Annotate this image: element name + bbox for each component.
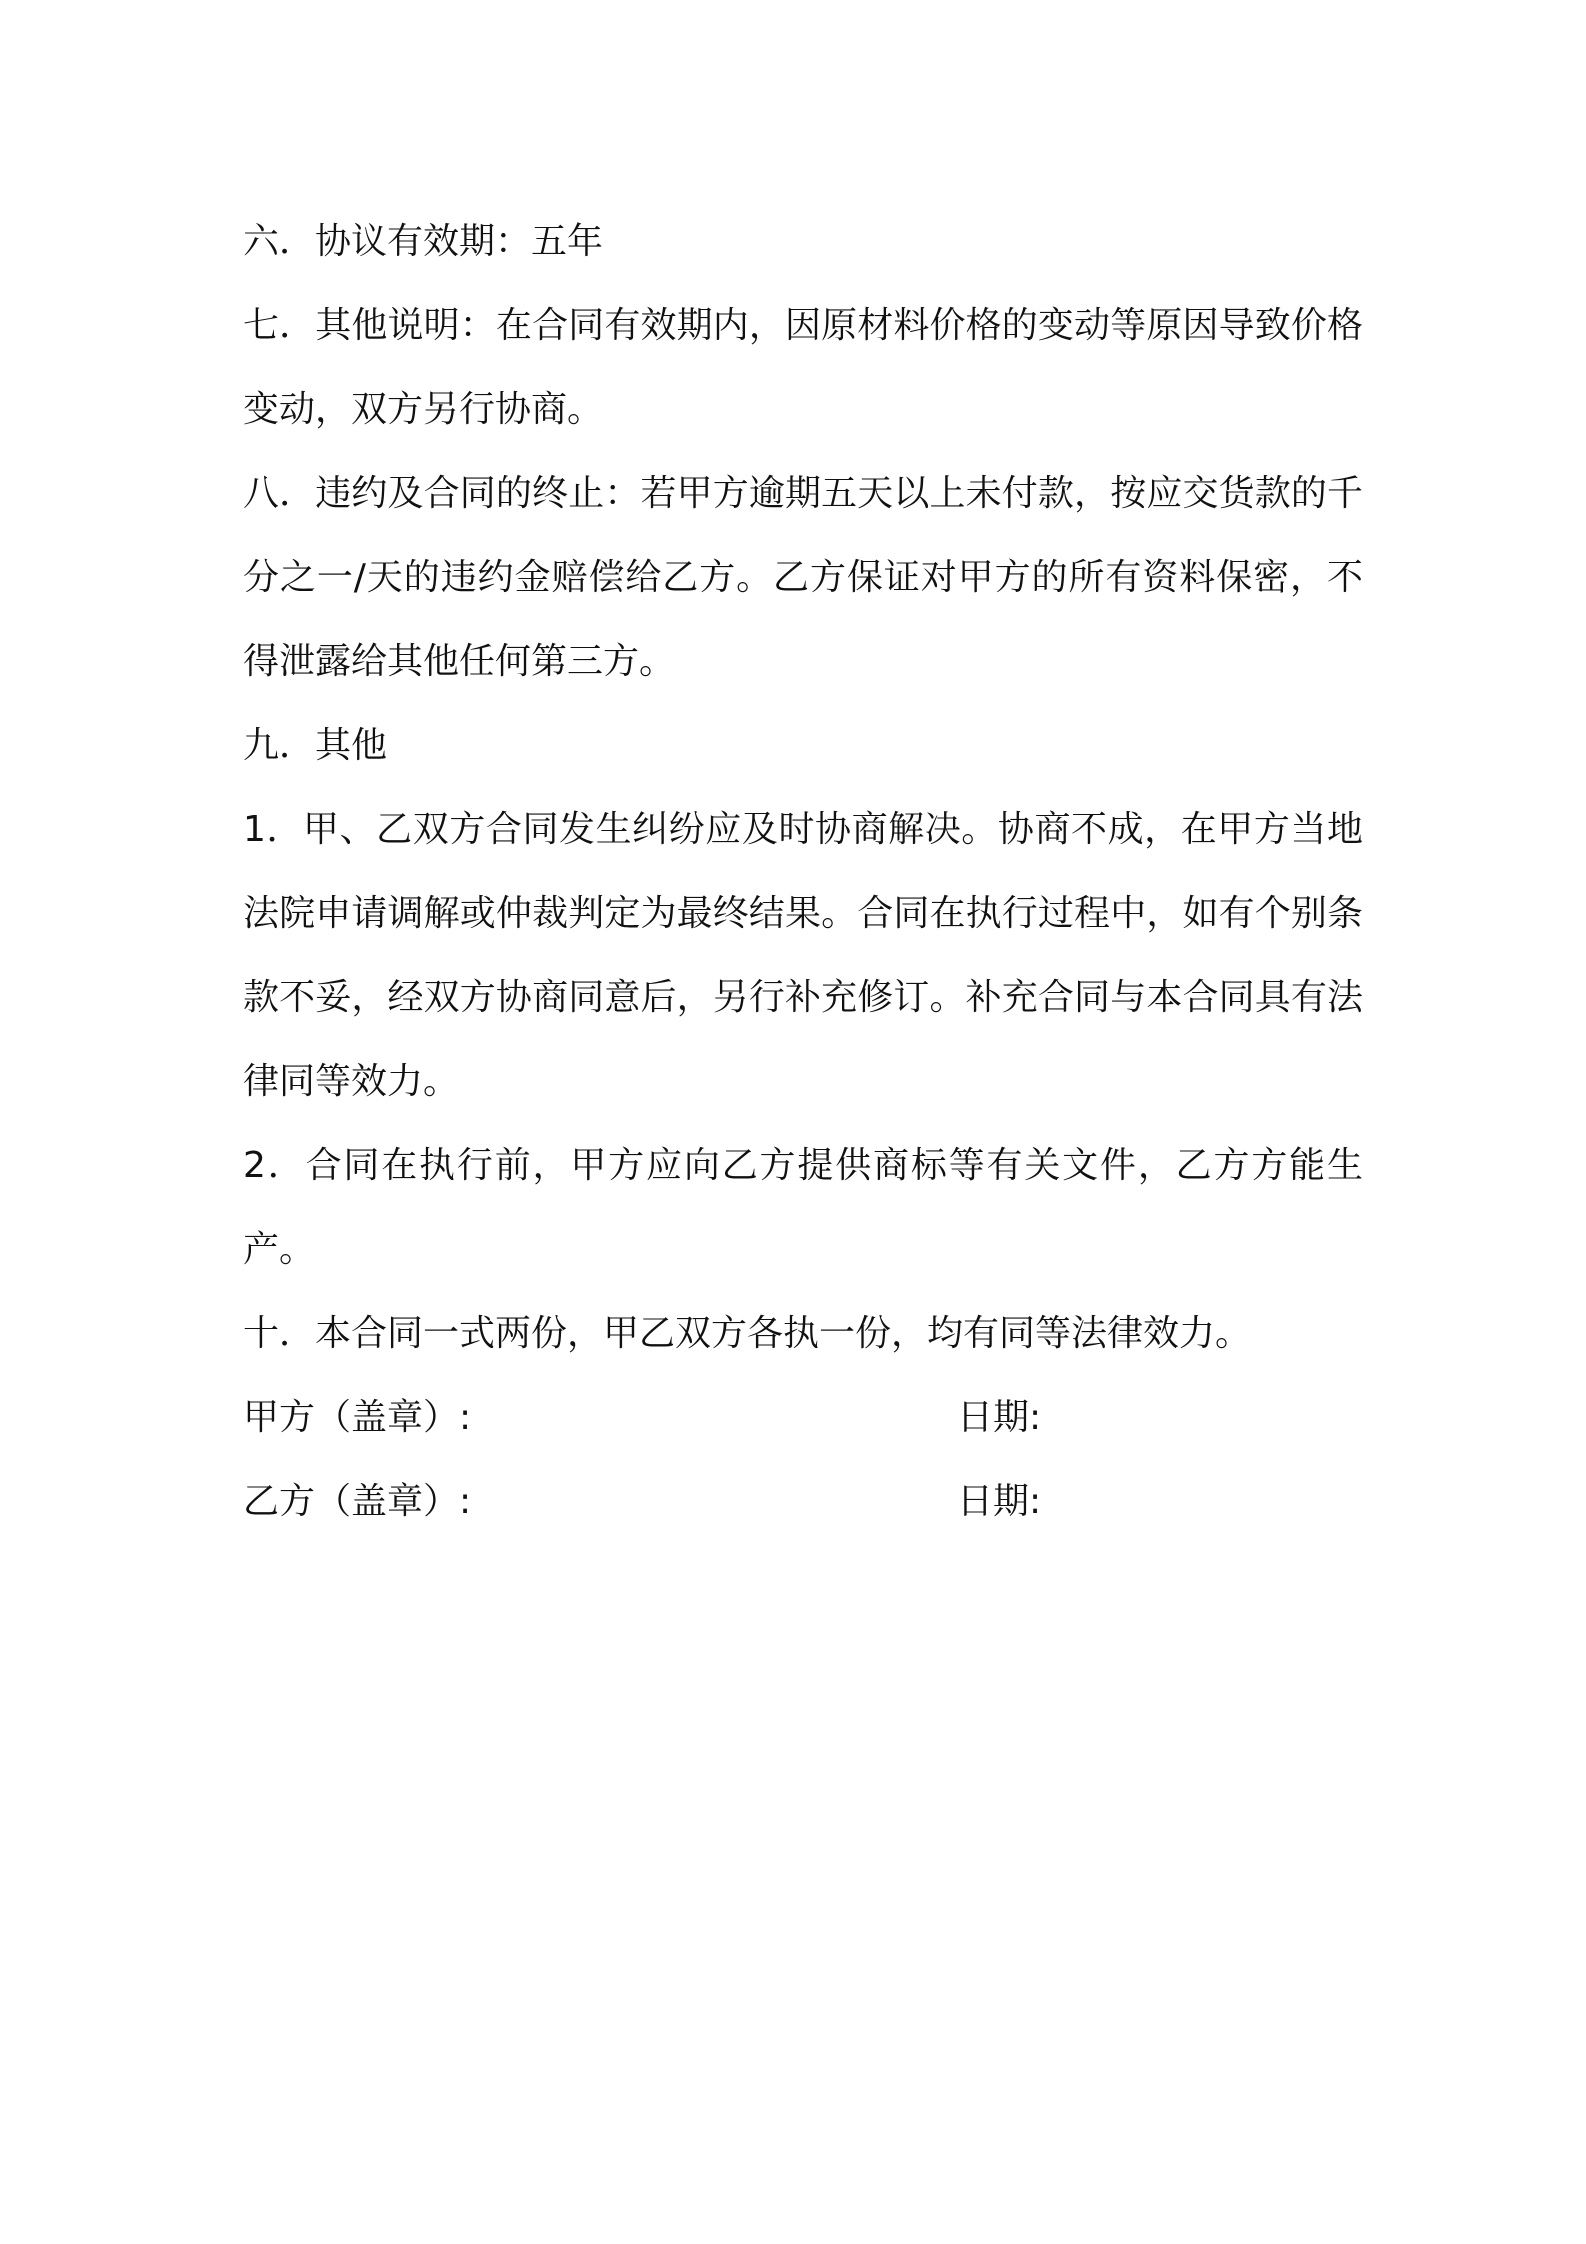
party-b-date-label: 日期: — [957, 1481, 1042, 1522]
party-a-seal-label: 甲方（盖章）: — [243, 1397, 472, 1438]
clause-7-other-notes: 七．其他说明：在合同有效期内，因原材料价格的变动等原因导致价格变动，双方另行协商。 — [243, 305, 1363, 430]
contract-body — [243, 200, 1363, 1544]
clause-6-validity: 六．协议有效期：五年 — [243, 221, 604, 262]
clause-9-item-2: 2．合同在执行前，甲方应向乙方提供商标等有关文件，乙方方能生产。 — [243, 1145, 1363, 1270]
party-a-date-label: 日期: — [957, 1397, 1042, 1438]
clause-8-breach-termination: 八．违约及合同的终止：若甲方逾期五天以上未付款，按应交货款的千分之一/天的违约金赔偿给乙方。乙方保证对甲方的所有资料保密，不得泄露给其他任何第三方。 — [243, 473, 1363, 682]
clause-10-copies: 十．本合同一式两份，甲乙双方各执一份，均有同等法律效力。 — [243, 1313, 1252, 1354]
clause-9-heading: 九．其他 — [243, 725, 388, 766]
clause-9-item-1: 1．甲、乙双方合同发生纠纷应及时协商解决。协商不成，在甲方当地法院申请调解或仲裁判定为最终结果。合同在执行过程中，如有个别条款不妥，经双方协商同意后，另行补充修订。补充合同与本合同具有法律同等效力。 — [243, 809, 1363, 1102]
signature-row-party-a — [243, 1376, 1363, 1460]
signature-row-party-b — [243, 1460, 1363, 1544]
party-b-seal-label: 乙方（盖章）: — [243, 1481, 472, 1522]
